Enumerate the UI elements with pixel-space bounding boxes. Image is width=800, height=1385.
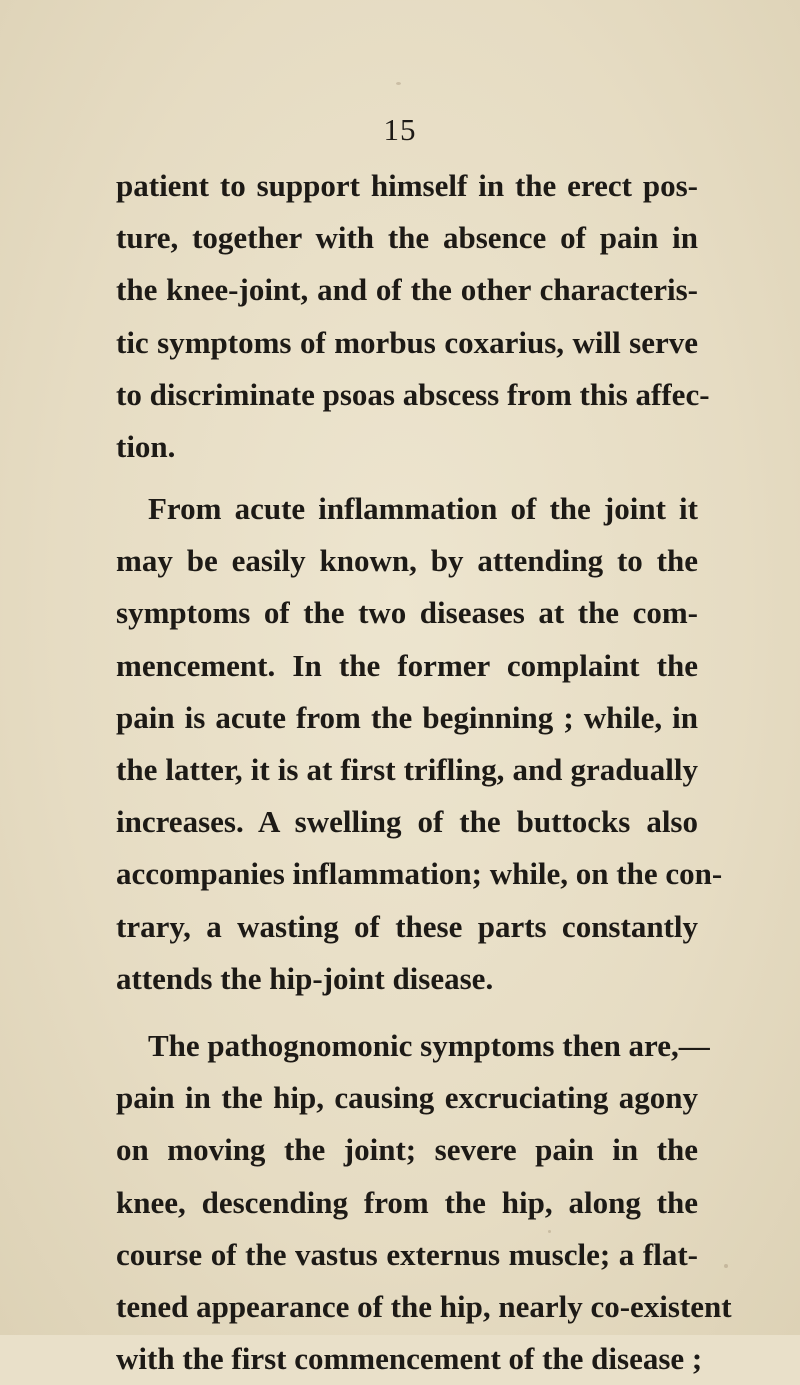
text-line: course of the vastus externus muscle; a flat- bbox=[116, 1236, 698, 1272]
text-line: the knee-joint, and of the other characteris- bbox=[116, 272, 698, 308]
text-line: tic symptoms of morbus coxarius, will serve bbox=[116, 324, 698, 360]
text-line: with the first commencement of the disease ; bbox=[116, 1341, 703, 1377]
text-line: From acute inflammation of the joint it bbox=[148, 491, 698, 526]
text-line: accompanies inflammation; while, on the con- bbox=[116, 856, 723, 892]
text-line: trary, a wasting of these parts constantly bbox=[116, 908, 698, 944]
text-line: the latter, it is at first trifling, and gradually bbox=[116, 751, 698, 787]
page-number: 15 bbox=[383, 112, 417, 147]
text-line: knee, descending from the hip, along the bbox=[116, 1184, 698, 1220]
paragraph-2 bbox=[116, 483, 723, 1005]
text-line: mencement. In the former complaint the bbox=[116, 647, 698, 683]
paper-speck bbox=[548, 1230, 551, 1233]
text-line: may be easily known, by attending to the bbox=[116, 543, 698, 579]
paragraph-1 bbox=[116, 160, 710, 473]
text-line: increases. A swelling of the buttocks also bbox=[116, 804, 698, 840]
text-line: symptoms of the two diseases at the com- bbox=[116, 595, 698, 631]
text-line: tened appearance of the hip, nearly co-existent bbox=[116, 1288, 732, 1324]
text-line: pain in the hip, causing excruciating agony bbox=[116, 1080, 698, 1116]
text-line: ture, together with the absence of pain in bbox=[116, 220, 698, 256]
paper-speck bbox=[724, 1264, 728, 1268]
text-line: to discriminate psoas abscess from this affec- bbox=[116, 376, 710, 412]
text-line: on moving the joint; severe pain in the bbox=[116, 1132, 698, 1168]
text-line: tion. bbox=[116, 428, 176, 464]
text-line: pain is acute from the beginning ; while, in bbox=[116, 699, 698, 735]
paragraph-3 bbox=[116, 1020, 732, 1385]
text-line: The pathognomonic symptoms then are,— bbox=[148, 1028, 710, 1063]
text-line: attends the hip-joint disease. bbox=[116, 960, 494, 996]
text-line: patient to support himself in the erect pos- bbox=[116, 168, 698, 203]
paper-speck bbox=[396, 82, 401, 85]
